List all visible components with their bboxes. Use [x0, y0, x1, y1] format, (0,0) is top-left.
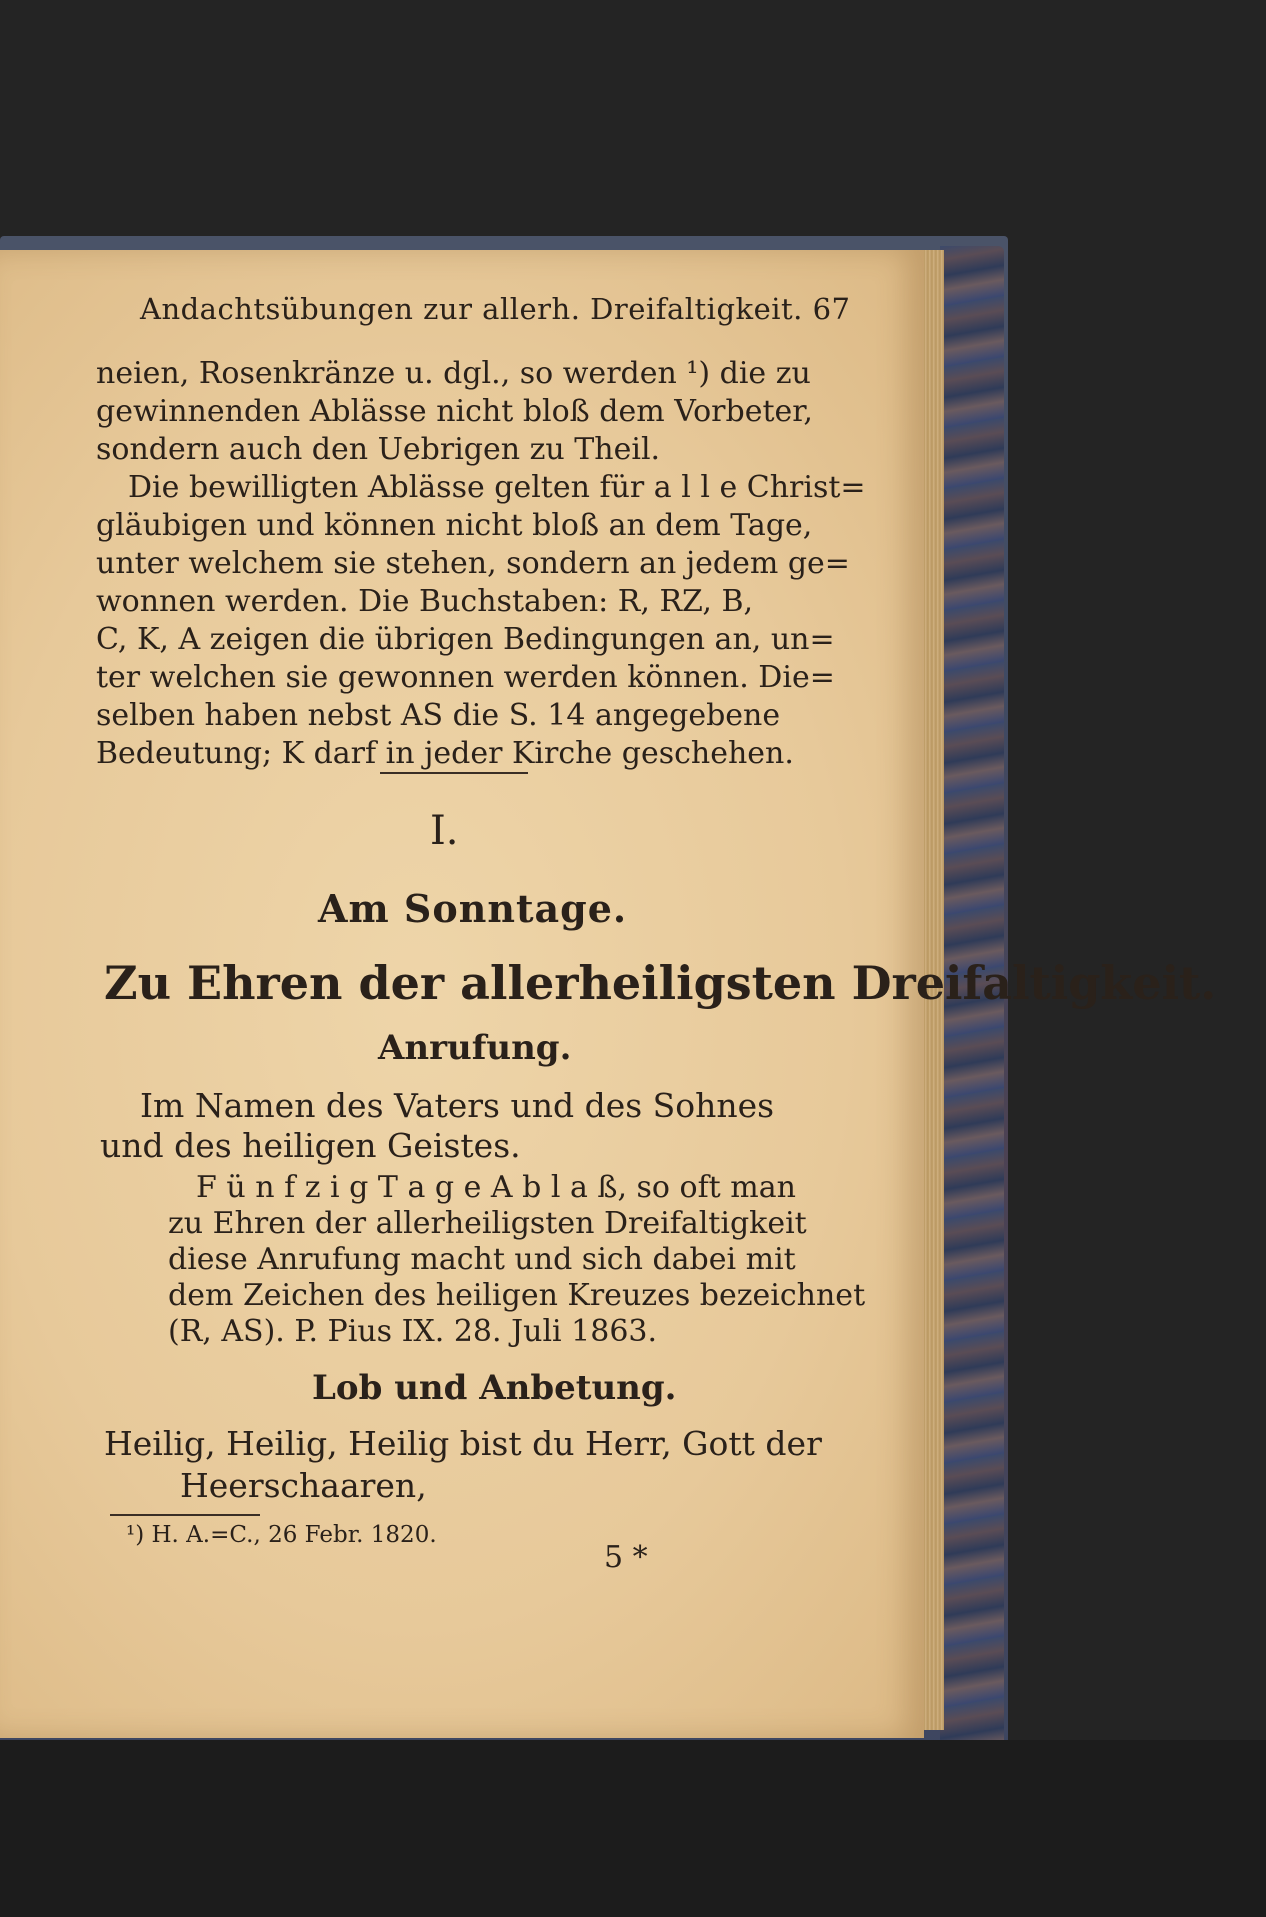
- intro-line: ter welchen sie gewonnen werden können. Die=: [96, 660, 835, 695]
- indulgence-line: F ü n f z i g T a g e A b l a ß, so oft man: [196, 1170, 796, 1205]
- signature-mark: 5 *: [604, 1540, 648, 1575]
- intro-line: neien, Rosenkränze u. dgl., so werden ¹) die zu: [96, 356, 811, 391]
- intro-line: C, K, A zeigen die übrigen Bedingungen an, un=: [96, 622, 835, 657]
- praise-line: Heilig, Heilig, Heilig bist du Herr, Gott der: [104, 1424, 822, 1463]
- intro-line: sondern auch den Uebrigen zu Theil.: [96, 432, 661, 467]
- running-header: Andachtsübungen zur allerh. Dreifaltigkeit. 67: [140, 292, 851, 326]
- invocation-line: Im Namen des Vaters und des Sohnes: [140, 1086, 775, 1125]
- intro-line: gewinnenden Ablässe nicht bloß dem Vorbeter,: [96, 394, 813, 429]
- praise-line: Heerschaaren,: [180, 1466, 427, 1505]
- background-bottom: [0, 1740, 1266, 1917]
- intro-line: unter welchem sie stehen, sondern an jedem ge=: [96, 546, 850, 581]
- heading-anrufung: Anrufung.: [378, 1028, 572, 1068]
- intro-line: selben haben nebst AS die S. 14 angegebene: [96, 698, 781, 733]
- intro-line: wonnen werden. Die Buchstaben: R, RZ, B,: [96, 584, 754, 619]
- heading-lob: Lob und Anbetung.: [312, 1368, 677, 1408]
- intro-line: gläubigen und können nicht bloß an dem Tage,: [96, 508, 813, 543]
- intro-line: Bedeutung; K darf in jeder Kirche geschehen.: [96, 736, 794, 771]
- indulgence-line: dem Zeichen des heiligen Kreuzes bezeichnet: [168, 1278, 866, 1313]
- section-numeral: I.: [430, 808, 459, 854]
- invocation-line: und des heiligen Geistes.: [100, 1126, 521, 1165]
- indulgence-line: zu Ehren der allerheiligsten Dreifaltigkeit: [168, 1206, 807, 1241]
- section-subtitle: Zu Ehren der allerheiligsten Dreifaltigkeit.: [104, 956, 1217, 1010]
- section-title: Am Sonntage.: [318, 886, 628, 931]
- footnote-rule: [110, 1514, 260, 1516]
- section-divider: [380, 772, 528, 774]
- indulgence-line: diese Anrufung macht und sich dabei mit: [168, 1242, 796, 1277]
- footnote: ¹) H. A.=C., 26 Febr. 1820.: [126, 1522, 437, 1548]
- indulgence-line: (R, AS). P. Pius IX. 28. Juli 1863.: [168, 1314, 658, 1349]
- intro-line: Die bewilligten Ablässe gelten für a l l e Christ=: [128, 470, 866, 505]
